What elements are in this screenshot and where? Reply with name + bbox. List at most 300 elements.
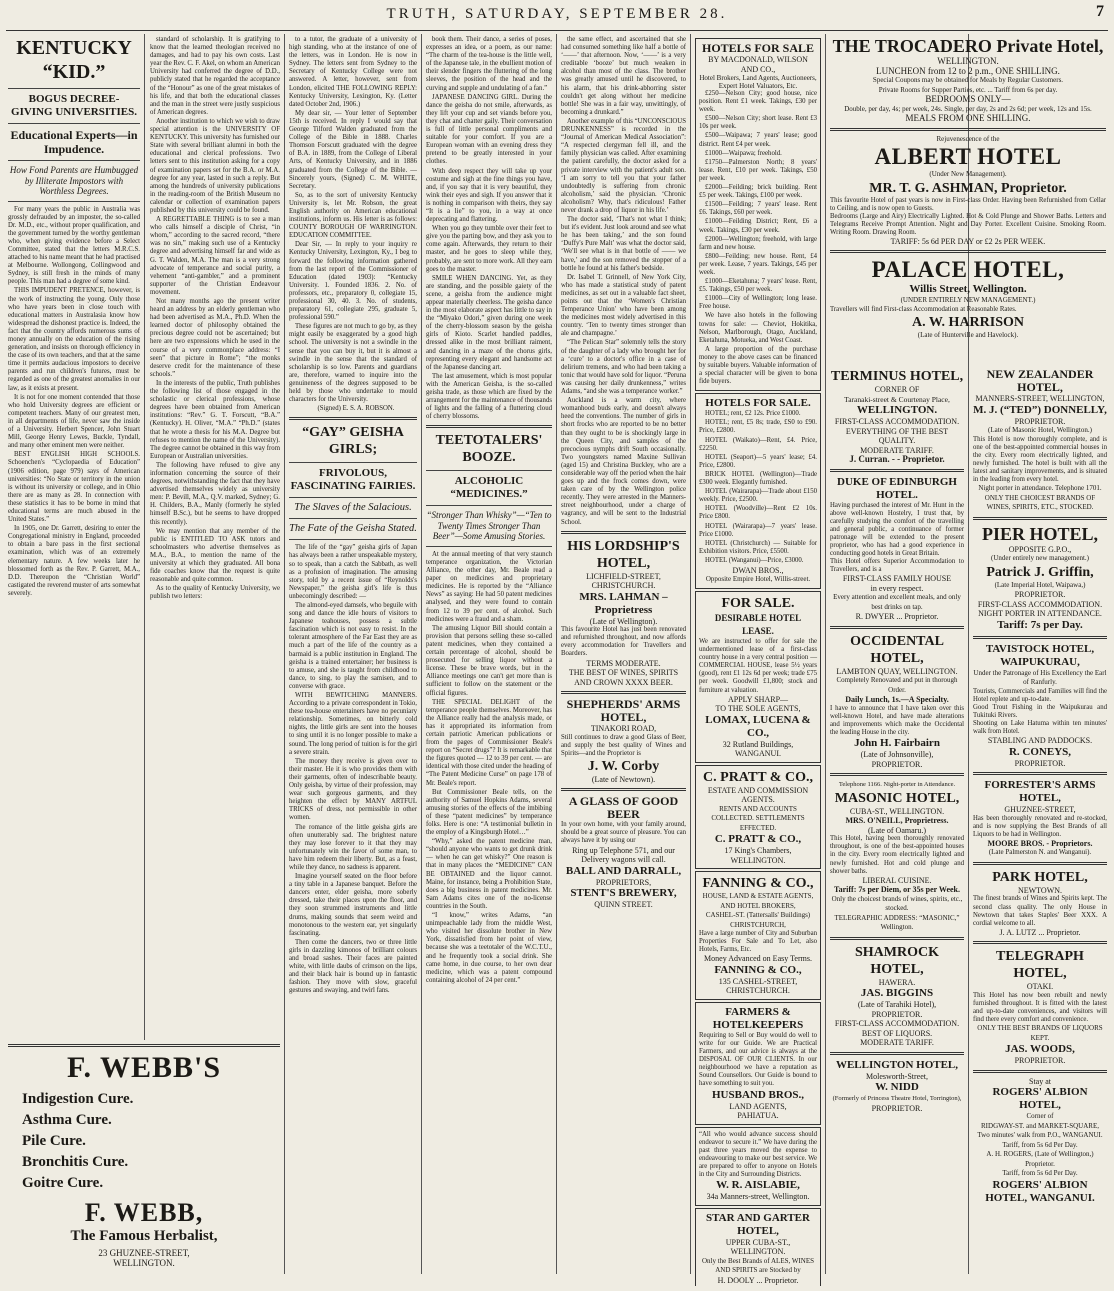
paragraph: THE SPECIAL DELIGHT of the temperance people themselves. Moreover, has the Alliance really had the analysis made, or has it appropriated its information from certain patriotic American publications or from the pages of Commissioner Beale's report on “Secret drugs”? It is remarkable that the figures quoted — 12 to 39 per cent. — are identical with those cited under the heading of “The Patent Medicine Curse” on page 178 of Mr. Beale's report.	[426, 698, 552, 787]
paragraph: THIS IMPUDENT PRETENCE, however, is the work of instructing the young. Only those who have years been in close touch with educational matters in Australasia know how widespread the dishonest practice is. Indeed, the fact that the country affords numerous sums of money annually on the education of the rising generation, and insists on thorough efficiency in the case of its own teachers, and that at the same time it permits audacious impostors to deceive parents and run children's futures, must be regarded as one of the greatest anomalies in our law, as it exists at present.	[8, 287, 140, 392]
advert-text: Shooting on Lake Hatuma within ten minutes' walk from Hotel.	[973, 719, 1107, 736]
paragraph: the same effect, and ascertained that she had consumed something like half a bottle of ‘——’ that afternoon. Now, ‘——’ is a very creditable ‘booze’ but much weaken in alcohol than most of the class. The brother was greatly amused until he discovered, to his alarm, that his drink-abhorring sister couldn't get along without her medicine bottle! She was in a fair way, unwittingly, of becoming a drunkard.”	[561, 36, 686, 116]
divider	[561, 691, 686, 694]
advert-proprietor: MRS. O'NEILL, Proprietress.	[845, 816, 949, 826]
advert-stay: Stay at	[1029, 1076, 1051, 1086]
advert-proprietor: JAS. BIGGINS	[860, 987, 934, 1000]
divider	[289, 539, 417, 540]
paragraph: book them. Their dance, a series of poses, expresses an idea, or a poem, as our name: “The charm of the tea-house is the little well, of the Japanese tale, in the ebullient motion of their slender fingers the fluttering of the long sleeves, the position of the head and the curving and supple and undulating of a fan.”	[426, 36, 552, 92]
for-sale-ad	[695, 591, 821, 763]
article-deck: Educational Experts—in Impudence.	[10, 128, 138, 156]
advert-terms: TERMS MODERATE.	[586, 658, 661, 668]
advert-headline: WELLINGTON HOTEL,	[835, 1058, 959, 1071]
advert-tariff: MODERATE TARIFF.	[860, 1038, 934, 1048]
divider	[830, 937, 964, 940]
advert-headline: SHAMROCK HOTEL,	[855, 944, 939, 977]
advert-proprietor: JAS. WOODS,	[1005, 1043, 1075, 1056]
advert-headline: PALACE HOTEL,	[871, 257, 1065, 283]
advert-headline: TELEGRAPH HOTEL,	[996, 949, 1084, 982]
advert-text: Requiring to Sell or Buy would do well to write for our Guide. We are Practical Farmers, and our advice is always at the DISPOSAL OF OUR CLIENTS. In our neighbourhood we have a reputation as Sound Counsellors. Our Guide is bound to have something to suit you.	[699, 1031, 817, 1088]
advert-address: 34a Manners-street, Wellington.	[706, 1192, 810, 1202]
advert-place: UPPER CUBA-ST., WELLINGTON.	[725, 1237, 791, 1257]
article-body	[150, 36, 280, 601]
advert-headline: PARK HOTEL,	[992, 869, 1088, 885]
advert-family: FIRST-CLASS FAMILY HOUSE	[842, 574, 952, 584]
paragraph: These figures are not much to go by, as they might easily be exaggerated by a good high school. The university is not a swindle in the sense that you can buy it, but it is almost a swindle in the sense that the standard of scholarship is so low. Parents and guardians are, therefore, warned to inquire into the genuineness of the degrees supposed to be held by those who undertake to mould characters for the University.	[289, 323, 417, 404]
advert-city: WELLINGTON.	[937, 56, 999, 66]
listing-item: BRICK HOTEL (Wellington)—Trade £300 week. Elegantly furnished.	[699, 470, 817, 487]
advert-place: LICHFIELD-STREET, CHRISTCHURCH.	[586, 571, 661, 591]
farmers-ad	[695, 1002, 821, 1125]
paragraph: In 1905, one Dr. Garrett, desiring to enter the Congregational ministry in England, proceeded to obtain a bare pass in the first sectional examination, which was of an extremely elementary nature. A few weeks later he blossomed forth as the Rev. P. Garrett, M.A., D.D. Thereupon the “Christian World” castigated the reverend muster of arts somewhat severely.	[8, 525, 140, 597]
listing-item: HOTEL (Waikato)—Rent, £4. Price, £2250.	[699, 436, 817, 452]
advert-text: Bedrooms (Large and Airy) Electrically Lighted. Hot & Cold Plunge and Shower Baths. Letters and Telegrams Receive Prompt Attention. Night and Day Porter. Excellent Cuisine. Smoking Room. Writing Room. Drawing Room.	[830, 212, 1106, 236]
listing-item: £2000—Wellington; freehold, with large farm and new house.	[699, 235, 817, 251]
column-8	[973, 368, 1107, 1286]
column-divider	[556, 34, 557, 1274]
listing-note: We have also hotels in the following towns for sale: — Cheviot, Hokitika, Nelson, Marlborough, Otago, Auckland, Eketahuna, Motueka, and West Coast.	[699, 312, 817, 344]
advert-text: Travellers will find First-class Accommodation at Reasonable Rates.	[830, 305, 1017, 313]
divider	[973, 941, 1107, 944]
advert-porter: NIGHT PORTER IN ATTENDANCE.	[978, 609, 1102, 619]
divider	[289, 497, 417, 498]
geisha-subhead: The Slaves of the Salacious.	[294, 502, 412, 514]
advert-place: CUBA-ST., WELLINGTON.	[849, 806, 945, 816]
divider	[8, 123, 140, 124]
advert-tariff: Tariff: 7s per Day.	[997, 618, 1083, 631]
paragraph: It is not for one moment contended that those who hold University degrees are efficient or competent teachers. Many of our greatest men, in all departments of life, never saw the inside of a University. Herbert Spencer, John Stuart Mill, George Henry Lewes, Buckle, Tyndall, and many other eminent men were neither.	[8, 393, 140, 450]
paragraph: JAPANESE DANCING GIRL. During the dance the geisha do not smile, afterwards, as they lift your cup and set viands before you, they chat and chatter gaily. Their conversation is full of little personal compliments and suitable for your comfort. If you are a European woman with an evening dress they pretend to be greatly interested in your clothes.	[426, 93, 552, 166]
article-headline: KENTUCKY “KID.”	[16, 37, 132, 83]
advert-to: TO THE SOLE AGENTS,	[715, 704, 801, 714]
divider	[289, 518, 417, 519]
advert-text: In your own home, with your family around, should be a great source of pleasure. You can always have it by using our	[561, 821, 686, 845]
advert-proprietor: J. A. LUTZ ... Proprietor.	[999, 927, 1081, 937]
divider	[830, 773, 964, 776]
advert-headline: SHEPHERDS' ARMS HOTEL,	[566, 697, 681, 724]
advert-proprietor: John H. Fairbairn	[854, 737, 940, 750]
advert-headline: FARMERS & HOTELKEEPERS	[712, 1005, 804, 1031]
advert-title: PROPRIETOR.	[1014, 590, 1066, 600]
advert-headline: C. PRATT & CO.,	[703, 769, 813, 785]
advert-only: ONLY THE BEST BRANDS OF LIQUORS KEPT.	[977, 1024, 1103, 1042]
advert-late: (Late of Oamaru.)	[868, 825, 926, 835]
advert-lunch: Daily Lunch, 1s.—A Specialty.	[845, 695, 949, 705]
listing-item: HOTEL (Seaport)—5 years' lease; £4. Price, £2800.	[699, 453, 817, 469]
paragraph: standard of scholarship. It is gratifying to know that the learned theologian received no damages, and had to pay his own costs. Last year the Rev. C. F. Akel, on whom an American University had conferred the degree of D.D., publicly stated that he regarded the acceptance of the “Honour” as one of the great mistakes of his life, and that both the educational classes and the man in the street were justly suspicious of American degrees.	[150, 36, 280, 116]
listing-item: HOTEL; rent, £5 8s; trade, £S0 to £90. Price, £2800.	[699, 419, 817, 435]
signature: (Signed) E. S. A. ROBSON.	[317, 405, 395, 413]
divider	[426, 505, 552, 506]
advert-corner: CORNER OF	[874, 385, 920, 394]
divider	[289, 417, 417, 420]
paragraph: WITH BEWITCHING MANNERS. According to a private correspondent in Tokio, these tea-house entertainers have no pecuniary relationship. Sometimes, on bitterly cold nights, the little girls are sent into the houses to sing until it is no longer possible to make a sound. The long period of tuition is for the girl a severe strain.	[289, 692, 417, 756]
advert-headline: TAVISTOCK HOTEL,	[985, 642, 1095, 655]
advert-wines: ONLY THE CHOICEST BRANDS OF WINES, SPIRITS, ETC., STOCKED.	[984, 493, 1096, 512]
advert-headline: OCCIDENTAL HOTEL,	[850, 633, 944, 666]
paragraph: When you go they tumble over their feet to give you the parting bow, and they ask you to come again. Afterwards, they return to their master, and he goes to sleep while they, probably, are sent to more work. All they earn goes to the master.	[426, 225, 552, 273]
advert-text: This favourite Hotel has just been renovated and refurnished throughout, and now affords every accommodation for Travellers and Boarders.	[561, 626, 686, 658]
listing-item: £1750—Palmerston North; 8 years' lease. Rent, £10 per week. Takings, £50 per week.	[699, 158, 817, 182]
divider	[973, 862, 1107, 865]
advert-stabling: STABLING AND PADDOCKS.	[987, 736, 1093, 746]
advert-note: (UNDER ENTIRELY NEW MANAGEMENT.)	[900, 296, 1036, 305]
advert-text: Good Trout Fishing in the Waipukurau and Tukituki Rivers.	[973, 703, 1107, 719]
column-divider	[825, 34, 826, 1274]
advert-proprietor: J. W. Corby	[587, 758, 660, 774]
advert-text: Still continues to draw a good Glass of Beer, and supply the best quality of Wines and Spirits—and the Proprietor is	[561, 733, 686, 757]
advert-pre: Rejuvenescence of the	[936, 134, 1000, 143]
advert-city: WELLINGTON.	[856, 404, 938, 416]
advert-sub: LAND AGENTS,	[729, 1101, 787, 1111]
advert-tel: Telephone 1166. Night-porter in Attendance.	[838, 781, 956, 789]
dance-body	[426, 36, 552, 421]
paragraph: The amusing Liquor Bill should contain a provision that persons selling these so-called patent medicines, when they contained a certain percentage of alcohol, should be prosecuted for selling liquor without a license. These be brave words, but in the Alliance meetings one can't get more than is sufficient to follow on the statement or the official figures.	[426, 624, 552, 697]
paragraph: BEST ENGLISH HIGH SCHOOLS. Schoenchen's “Cyclopaedia of Education” (1906 edition, page 979) says of American universities: “No State or territory in the union is without its university or college, and in Ohio there are as many as 28. In connection with these statistics it has to be borne in mind that educational terms are much abused in the United States.”	[8, 451, 140, 524]
advert-apply: APPLY SHARP—	[727, 694, 789, 704]
listing-note: A large proportion of the purchase money to the above cases can be financed by suitable buyers. Valuable information of a special character will be given to bona fide buyers.	[699, 345, 817, 386]
advert-address: 23 GHUZNEE-STREET,	[98, 1248, 190, 1258]
kentucky-article	[8, 36, 140, 1036]
advert-headline: HOTELS FOR SALE.	[705, 397, 811, 410]
paragraph: But Commissioner Beale tells, on the authority of Samuel Hopkins Adams, several amusing stories of the effects of the imbibing of these “patent medicines” by temperance folks. Here is one: “A testimonial bulletin in the employ of a Kingsburgh Hotel…”	[426, 788, 552, 837]
advert-headline: NEW ZEALANDER HOTEL,	[986, 368, 1094, 394]
advert-headline: FOR SALE.	[721, 595, 795, 611]
paragraph: My dear sir, — Your letter of September 15th is received. In reply I would say that George Tilford Walden graduated from the College of the Bible in 1888. Charles Thomson Forscutt graduated with the degree of B.A. in 1889, from the College of Liberal Arts, of Kentucky University, and in 1886 graduated from the College of the Bible. — Sincerely yours, (Signed) C. M. WHITE, Secretary.	[289, 109, 417, 190]
advert-note: Ring up Telephone 571, and our Delivery wagons will call.	[572, 845, 675, 865]
advert-city: WELLINGTON.	[113, 1257, 175, 1268]
advert-address: CASHEL-ST. (Tattersalls' Buildings) CHRISTCHURCH,	[705, 911, 811, 929]
advert-title: PROPRIETOR.	[1014, 758, 1066, 768]
listing-item: £1000—Waipawa; freehold.	[705, 149, 782, 157]
listing-item: £1500—Feilding; 7 years' lease. Rent £6. Takings, £60 per week.	[699, 201, 817, 217]
divider	[830, 250, 1106, 253]
advert-text: This favourite Hotel of past years is now in First-class Order. Having been Refurnished from Cellar to Ceiling, and is now open to Guests.	[830, 196, 1106, 212]
listing-item: HOTEL (Wanganui)—Price, £3000.	[705, 556, 804, 564]
advert-title: PROPRIETOR.	[871, 1103, 923, 1113]
advert-wines: Only the choicest brands of wines, spirits, etc., stocked.	[831, 894, 963, 913]
divider	[973, 636, 1107, 639]
advert-text: Has been thoroughly renovated and re-stocked, and is now supplying the Best Brands of all Liquors to be had in Wellington.	[973, 814, 1107, 838]
advert-line: Only the Best Brands of ALES, WINES AND SPIRITS are Stocked by	[701, 1256, 815, 1275]
advert-late: (Formerly of Princess Theatre Hotel, Torrington),	[832, 1095, 962, 1103]
hotels-for-sale-ad	[695, 38, 821, 391]
advert-name: C. PRATT & CO.,	[714, 833, 802, 846]
advert-walk: Two minutes' walk from P.O., WANGANUI.	[977, 1131, 1103, 1140]
pratt-ad	[695, 765, 821, 870]
advert-place: OTAKI.	[1026, 982, 1054, 992]
divider	[830, 469, 964, 472]
advert-place: LAMBTON QUAY, WELLINGTON.	[836, 666, 958, 676]
hotel-wide-ads	[830, 36, 1106, 366]
advert-acc: FIRST-CLASS ACCOMMODATION.	[977, 599, 1103, 609]
advert-title: PROPRIETOR.	[871, 759, 923, 769]
advert-text: Completely Renovated and put in thorough Order.	[836, 676, 958, 694]
cure-item: Goitre Cure.	[22, 1175, 104, 1191]
advert-headline: F. WEBB'S	[66, 1051, 222, 1084]
paragraph: “The Pelican Star” solemnly tells the story of the daughter of a lady who brought her for a ‘cure’ to a doctor's office in a case of delirium tremens, and who had been taking a tonic that would have sold for liquor. “Peruna was causing her daily drunkenness,” writes Adams, “and she was a temperance worker.”	[561, 339, 686, 396]
listing-item: £1000—City of Wellington; long lease. Free house.	[699, 295, 817, 311]
divider	[8, 160, 140, 161]
paragraph: For many years the public in Australia was grossly defrauded by an imposter, the so-called Dr. M.D., etc., without proper qualification, and the government turned by the worthy gentleman who, when giving evidence before a Select Committee, stated that the letters M.R.C.S. attached to his name meant that he had practised at Melbourne. Wollongong, Collingwood and Sydney, is still fresh in the minds of many people. This man had a degree of some kind.	[8, 205, 140, 286]
cure-item: Pile Cure.	[22, 1133, 86, 1149]
column-3	[289, 36, 417, 1286]
advert-address: Opposite Empire Hotel, Willis-street.	[705, 575, 811, 584]
paragraph: Another institution to which we wish to draw special attention is the UNIVERSITY OF KENTUCKY. This university has furnished our State with several brilliant alumni in both the educational and clerical professions. Two letters sent to this institution asking for a copy of examination papers set for the B.A. or M.A. degree for any year, lasted in such a reply. But among the hundreds of university publications in the reading-room of the British Museum no calendar or collection of examination papers published by this university could be found.	[150, 117, 280, 214]
divider	[8, 88, 140, 89]
advert-headline: HIS LORDSHIP'S HOTEL,	[567, 538, 680, 571]
advert-lunch: LUNCHEON from 12 to 2 p.m., ONE SHILLING.	[876, 65, 1060, 76]
column-5	[561, 36, 686, 1286]
advert-name: FANNING & CO.,	[714, 963, 802, 976]
column-divider	[284, 34, 285, 1274]
advert-best: EVERYTHING OF THE BEST QUALITY.	[845, 426, 949, 445]
advert-place: MANNERS-STREET, WELLINGTON,	[975, 394, 1105, 403]
advert-tariff: TARIFF: 5s 6d PER DAY or £2 2s PER WEEK.	[890, 236, 1046, 246]
cure-list	[8, 1089, 280, 1194]
page-number: 7	[1096, 3, 1104, 20]
advert-place: OPPOSITE G.P.O.,	[1008, 544, 1072, 554]
advert-headline: THE TROCADERO Private Hotel,	[832, 36, 1104, 56]
article-deck: BOGUS DECREE-GIVING UNIVERSITIES.	[11, 93, 137, 118]
advert-title: PROPRIETOR.	[1014, 416, 1066, 426]
advert-address: 32 Rutland Buildings, WANGANUI.	[722, 739, 794, 759]
divider	[8, 1044, 280, 1047]
cure-item: Indigestion Cure.	[22, 1091, 134, 1107]
advert-acc: FIRST-CLASS ACCOMMODATION.	[834, 417, 960, 426]
divider	[426, 546, 552, 547]
advert-headline: FANNING & CO.,	[702, 876, 814, 892]
advert-text: Having purchased the interest of Mr. Hunt in the above well-known Hostelry, I trust that, by carefully studying the comfort of the travelling and general public, a continuance of former patronage will be extended to the present proprietor, who has had a good experience in conducting good hotels in Great Britain.	[830, 501, 964, 558]
advert-late: (Late Palmerston N. and Wanganui).	[988, 848, 1092, 857]
divider	[830, 128, 1106, 131]
advert-proprietor: A. H. ROGERS, (Late of Wellington,) Proprietor.	[986, 1150, 1094, 1168]
advert-text: This Hotel has now been rebuilt and newly furnished throughout. It is fitted with the latest and up-to-date conveniences, and visitors will find there every comfort and convenience.	[973, 991, 1107, 1024]
paragraph: Then come the dancers, two or three little girls in dazzling kimonos of brilliant colours and broad sashes. Their faces are painted white, with little daubs of crimson on the lips, and their black hair is bound up in fantastic fashion. They move with slow, graceful gestures and swaying, and twirl fans.	[289, 938, 417, 995]
fanning-ad	[695, 871, 821, 1000]
listing-item: HOTEL (Christchurch) — Suitable for Exhibition visitors. Price, £5500.	[699, 539, 817, 555]
star-garter-ad	[695, 1208, 821, 1286]
paragraph: So, as to the sort of university Kentucky University is, let Mr. Robson, the great English authority on American educational institutions, inform us. His letter is as follows: COUNTY BOROUGH OF WARRINGTON. EDUCATION COMMITTEE.	[289, 191, 417, 240]
masthead	[0, 0, 1114, 30]
masthead-rule	[6, 30, 1108, 31]
advert-headline: MASONIC HOTEL,	[834, 790, 960, 806]
column-6	[695, 36, 821, 1286]
advert-firm: BALL AND DARRALL,	[565, 864, 682, 877]
listing-item: HOTEL (Wairarapa)—Trade about £150 weekly. Price, £2500.	[699, 488, 817, 504]
kentucky-continued	[150, 36, 280, 1036]
listing-body	[699, 410, 817, 565]
listing-body	[699, 90, 817, 386]
divider	[973, 1070, 1107, 1073]
advert-best: THE BEST OF WINES, SPIRITS AND CROWN XXXX BEER.	[568, 668, 679, 687]
geisha-subhead: FRIVOLOUS, FASCINATING FAIRIES.	[290, 467, 416, 493]
geisha-body	[289, 544, 417, 995]
advert-proprietor: R. DWYER ... Proprietor.	[855, 612, 939, 622]
divider	[830, 626, 964, 629]
teetotal-headline: TEETOTALERS' BOOZE.	[435, 433, 543, 466]
advert-headline: PIER HOTEL,	[981, 523, 1099, 544]
advert-proprietor: MR. T. G. ASHMAN, Proprietor.	[869, 180, 1067, 196]
paragraph: to a tutor, the graduate of a university of high standing, who at the instance of one of the letters, was in London. He is now in Sydney. The letters sent from Sydney to the Secretary of Kentucky College were not answered. A letter, however, sent from London, elicited THE FOLLOWING REPLY: Kentucky University, Lexington, Ky. (Letter dated October 2nd, 1906.)	[289, 36, 417, 108]
advert-note: (Under New Management).	[929, 170, 1007, 178]
advert-note: (Under entirely new management.)	[991, 554, 1089, 563]
advert-liberal: LIBERAL CUISINE.	[862, 875, 932, 885]
divider	[973, 772, 1107, 775]
advert-late: (Late of Masonic Hotel, Wellington.)	[988, 426, 1092, 434]
paragraph: As to the quality of Kentucky University, we publish two letters:	[150, 585, 280, 601]
paragraph: Not many months ago the present writer heard an address by an elderly gentleman who had been advertised as M.A., Ph.D. When the learned doctor of philosophy obtained the precious degree could not be ascertained; but here are two expressions which he used in the course of a very commonplace address: “I seen” that picture in Rome”; “the monks deserve credit for the maintenance of these schools.”	[150, 298, 280, 378]
advert-proprietor: J. Curran. - - Proprietor.	[849, 454, 945, 464]
advert-headline: ROGERS' ALBION HOTEL,	[992, 1086, 1088, 1112]
paragraph: In the interests of the public, Truth publishes the following list of those engaged in the scholastic or clerical professions, whose degrees have been obtained from American institutions: “Rev.” G. T. Forscutt, “B.A.” (Kentucky). H. Oliver, “M.A.” “Ph.D.” (states that he wrote a thesis for his M.A. Degree but refuses to mention the name of the University). The degree cannot be obtained in this way from European or Australian universities.	[150, 379, 280, 460]
paragraph: Dear Sir, — In reply to your inquiry re Kentucky University, Lexington, Ky., I beg to forward the following information gathered from the last report of the Commissioner of Education (dated 1903): “Kentucky University. 1. Founded 1836. 2. No. of professors, etc., preparatory 0, collegiate 15, professional 30, 40. 3. No. of students, preparatory 61, collegiate 295, graduate 5, professional 590.”	[289, 241, 417, 322]
advert-place: Molesworth-Street,	[866, 1071, 928, 1081]
advert-agent: LOMAX, LUCENA & CO.,	[705, 713, 811, 739]
advert-note: (Late of Wellington).	[589, 616, 658, 626]
advert-porter: Night porter in attendance. Telephone 1701.	[978, 484, 1102, 493]
advert-proprietor: H. DOOLY ... Proprietor.	[717, 1275, 799, 1285]
advert-sub: Hotel Brokers, Land Agents, Auctioneers, Expert Hotel Valuators, Etc.	[699, 74, 817, 90]
divider	[561, 531, 686, 534]
advert-proprietor: A. W. HARRISON	[911, 315, 1025, 331]
advert-text: “All who would advance success should endeavor to secure it.” We have during the past three years moved the expense to endeavouring to make our best service. We are prepared to offer to anyone on Hotels in the City and Surrounding Districts.	[699, 1130, 817, 1179]
advert-name: F. WEBB,	[84, 1198, 204, 1227]
advert-place: HAWERA.	[878, 977, 916, 987]
advert-agent: DWAN BROS.,	[732, 565, 784, 575]
advert-best: BEST OF LIQUORS.	[861, 1028, 933, 1038]
advert-proprietor: W. NIDD	[875, 1081, 919, 1094]
advert-tariff: Tariff, from 5s 6d Per Day.	[1002, 1140, 1078, 1149]
divider	[426, 470, 552, 471]
listing-item: £1000—Feilding District; Rent, £6 a week. Takings, £30 per week.	[699, 218, 817, 234]
advert-proprietor: M. J. (“TED”) DONNELLY,	[973, 403, 1107, 416]
advert-footer: ROGERS' ALBION HOTEL, WANGANUI.	[985, 1178, 1095, 1204]
divider	[830, 1052, 964, 1055]
listing-item: £500—Nelson City; short lease. Rent £3 10s per week.	[699, 115, 817, 131]
advert-proprietor: Patrick J. Griffin,	[986, 564, 1094, 580]
advert-proprietor: MOORE BROS. - Proprietors.	[987, 838, 1093, 848]
advert-address: 17 King's Chambers, WELLINGTON.	[724, 846, 792, 865]
article-body	[8, 206, 140, 599]
listing-item: £1000—Eketahuna; 7 years' lease. Rent, £5. Takings, £50 per week.	[699, 278, 817, 294]
paragraph: Dr. Isabel T. Grinnell, of New York City, who has made a statistical study of patent medicines, as set out in a valuable fact sheet, points out that the ‘Women's Christian Temperance Union' who have been among the medicines most widely advertised in this country. ‘Ten to twenty times stronger than ale and champagne.’	[561, 273, 686, 338]
advert-text: We are instructed to offer for sale the undermentioned lease of a first-class country house in a very central position — COMMERCIAL HOUSE, lease 5½ years (good), rent £1 12s 6d per week; trade £75 per week. Goodwill £1,800; stock and furniture at valuation.	[699, 637, 817, 694]
advert-rooms: Private Rooms for Supper Parties, etc. ... Tariff from 6s per day.	[878, 85, 1058, 94]
listing-item: HOTEL (Wairarapa)—7 years' lease. Price £1000.	[699, 522, 817, 538]
listing-item: £800—Feilding; new house. Rent, £4 per week. Lease, 7 years. Takings, £45 per week.	[699, 252, 817, 276]
advert-name: HUSBAND BROS.,	[712, 1088, 804, 1101]
cure-item: Bronchitis Cure.	[22, 1154, 129, 1170]
geisha-headline: “GAY” GEISHA GIRLS;	[302, 425, 404, 458]
advert-corner: Corner of	[1026, 1112, 1054, 1121]
article-body	[561, 36, 686, 527]
teetotal-subhead: ALCOHOLIC “MEDICINES.”	[450, 475, 528, 501]
advert-by: BY MACDONALD, WILSON AND CO.,	[708, 55, 808, 74]
aislabie-ad	[695, 1127, 821, 1206]
advert-note: PROPRIETORS,	[595, 877, 652, 887]
column-divider	[421, 34, 422, 1274]
listing-item: £500—Waipawa; 7 years' lease; good district. Rent £4 per week.	[699, 132, 817, 148]
advert-brewery: STENT'S BREWERY,	[570, 887, 677, 900]
paragraph: The romance of the little geisha girls are often unutterably sad. The brightest nature they may lose forever to it that they may unfortunately win the favor of some man, to have him redeem their liberty. But, as a feast, while they dance, no sadness is apparent.	[289, 823, 417, 871]
advert-bedrooms: BEDROOMS ONLY—	[925, 94, 1011, 104]
advert-name: W. R. AISLABIE,	[716, 1179, 800, 1192]
listing-item: HOTEL; rent, £2 12s. Price £1000.	[705, 410, 801, 418]
advert-under: Under the Patronage of His Excellency the Earl of Ranfurly.	[973, 668, 1107, 687]
advert-sub: DESIRABLE HOTEL LEASE.	[714, 612, 802, 636]
advert-text: Tourists, Commercials and Families will find the Hotel replete and up-to-date.	[973, 687, 1107, 703]
advert-telegraph: TELEGRAPHIC ADDRESS: “MASONIC,” Wellington.	[834, 913, 960, 932]
hotels-for-sale-ad-2	[695, 393, 821, 589]
advert-town: PAHIATUA.	[737, 1111, 779, 1121]
column-divider	[690, 34, 691, 1274]
advert-proprietor: R. CONEYS,	[1008, 745, 1072, 758]
advert-tariff: Tariff: 7s per Diem, or 35s per Week.	[834, 885, 960, 895]
advert-street: QUINN STREET.	[594, 900, 653, 910]
teetotal-body	[426, 551, 552, 985]
paragraph: SMILE WHEN DANCING. Yet, as they are standing, and the possible gaiety of the scene, a geisha from the audience might appear materially cheerless. The geisha dance in the most elaborate aspect has little to say in the “Miyako Odori,” given during one week of the cherry-blossom season by the geisha girls of Kioto. Scarlet handled paddles, dressed alike in the most brilliant raiment, and dancing in a maze of the chorus girls, representing every elegant and handsome act of the Japanese dancing art.	[426, 274, 552, 371]
advert-place: TINAKORI ROAD,	[590, 724, 657, 733]
advert-proprietor: MRS. LAHMAN – Proprietress	[579, 590, 668, 616]
advert-late: (Late of Johnsonville),	[860, 750, 934, 760]
advert-acc: FIRST-CLASS ACCOMMODATION.	[834, 1019, 960, 1029]
listing-item: £250—Nelson City; good house, nice position. Rent £1 week. Takings, £30 per week.	[699, 90, 817, 114]
advert-place: NEWTOWN.	[1017, 885, 1063, 895]
advert-text: This Hotel, having been thoroughly renovated throughout, is one of the best-appointed houses in the city. Every room electrically lighted and newly furnished. Hot and cold plunge and shower baths.	[830, 835, 964, 875]
advert-streets: Taranaki-street & Courtenay Place,	[844, 394, 950, 404]
paragraph: A REGRETTABLE THING is to see a man who calls himself a disciple of Christ, “in whom,” according to the sacred record, “there was no sin,” making such use of a Kentucky degree and advertising himself far and wide as G. T. Walden, M.A. The man is a very strong advocate of temperance and social purity, a vehement “anti-gambler,” and a prominent supporter of the Christian Endeavour movement.	[150, 216, 280, 296]
article-body	[289, 36, 417, 413]
divider	[289, 462, 417, 463]
advert-coupons: Special Coupons may be obtained for Meals by Regular Customers.	[872, 76, 1064, 84]
divider	[561, 788, 686, 791]
paragraph: The life of the “gay” geisha girls of Japan has always been a rather unspeakable mystery, so to speak, than a catch the Sabbath, as well as a profusion of imagination. The amusing story, told by a recent issue of “Reynolds's Newspaper,” the geisha girl's life is thus unbecomingly described: —	[289, 544, 417, 600]
advert-late: (Late of Hunterville and Havelock).	[917, 331, 1019, 340]
column-4	[426, 36, 552, 1286]
advert-money: Money Advanced on Easy Terms.	[704, 954, 812, 964]
paragraph: The almond-eyed damsels, who beguile with song and dance the idle hours of visitors to Japanese teahouses, possess a subtle fascination which is not easy to resist. In the tolerant atmosphere of the Far East they are as much a part of the life of the country as a barmaid is a public institution in England. The geisha is a trained entertainer; her business is to amuse, and she is taught from childhood to dance, to sing, to play the samisen, and to converse with grace.	[289, 601, 417, 690]
webb-advert	[8, 1040, 280, 1286]
advert-text: This Hotel offers Superior Accommodation to Travellers, and is a	[830, 558, 964, 574]
paragraph: With deep respect they will take up your costume and sigh at the fine things you have, and, if you say that it is very beautiful, they wink their eyes and sigh. If you answer that it is nothing in comparison with theirs, they say “It is a lie” to you, in a way at once deprecating and flattering.	[426, 167, 552, 224]
advert-rates: Double, per day, 4s; per week, 24s. Single, per day, 2s and 2s 6d; per week, 12s and 15s.	[844, 104, 1092, 113]
advert-text: Have a large number of City and Suburban Properties For Sale and To Let, also Hotels, Farms, Etc.	[699, 930, 817, 954]
paragraph: “Why,” asked the patent medicine man, “should anyone who wants to get drunk drink — when he can get whisky?” One reason is that in many places the “MEDICINE” CAN BE OBTAINED and the liquor cannot. Maine, for instance, being a Prohibition State, does a big business in patent medicines. Mr. Sam Adams cites one of the no-license countries in the South.	[426, 838, 552, 910]
advert-subtitle: The Famous Herbalist,	[70, 1228, 218, 1244]
advert-headline: STAR AND GARTER HOTEL,	[706, 1211, 810, 1237]
divider	[973, 517, 1107, 520]
listing-item: HOTEL (Woodville)—Rent £2 10s. Price £800.	[699, 505, 817, 521]
advert-title: PROPRIETOR.	[1014, 1056, 1066, 1066]
masthead-title: TRUTH, SATURDAY, SEPTEMBER 28.	[386, 6, 728, 22]
advert-meals: MEALS FROM ONE SHILLING.	[905, 113, 1031, 123]
paragraph: We may mention that any member of the public is ENTITLED TO ASK tutors and schoolmasters who advertise themselves as M.A., B.A., to mention the name of the university at which they graduated. All bona fide coaches know that the request is quite reasonable and quite common.	[150, 527, 280, 584]
paragraph: The last amusement, which is most popular with the American Geisha, is the so-called geisha trade, as those which are fixed by the arrangement for the maintenance of thousands of lights and the falling of a fluttering cloud of cherry blossoms.	[426, 372, 552, 421]
advert-sub: ESTATE AND COMMISSION AGENTS.	[707, 785, 809, 805]
article-deck: How Fond Parents are Humbugged by Illiterate Impostors with Worthless Degrees.	[9, 165, 139, 196]
advert-place: WAIPUKURAU,	[1000, 655, 1080, 668]
advert-headline: HOTELS FOR SALE	[701, 41, 815, 55]
advert-title: PROPRIETOR.	[871, 1009, 923, 1019]
divider	[8, 201, 140, 202]
advert-headline: ALBERT HOTEL	[874, 144, 1062, 169]
advert-late: (Late of Tarahiki Hotel),	[857, 1000, 937, 1010]
advert-text: The finest brands of Wines and Spirits kept. The second class quality. The only House in Newtown that takes Staples' Beer XXX. A cordial welcome to all.	[973, 895, 1107, 927]
advert-headline: DUKE OF EDINBURGH HOTEL.	[837, 475, 957, 501]
teetotal-subhead: “Stronger Than Whisky”—“Ten to Twenty Times Stronger Than Beer”—Some Amusing Stories.	[426, 510, 552, 542]
advert-sub: HOUSE, LAND & ESTATE AGENTS, AND HOTEL BROKERS,	[702, 892, 814, 910]
